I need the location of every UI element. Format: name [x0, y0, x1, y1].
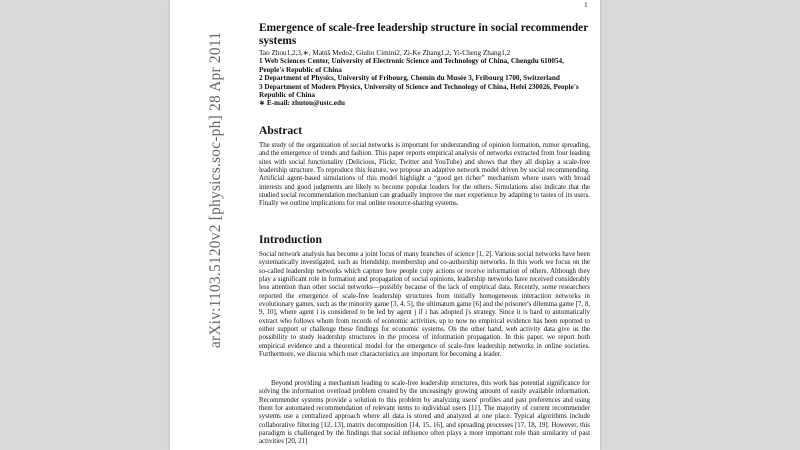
author-list: Tao Zhou1,2,3,∗, Matúš Medo2, Giulio Cimini2, Zi-Ke Zhang1,2, Yi-Cheng Zhang1,2: [259, 49, 511, 57]
introduction-heading: Introduction: [259, 233, 322, 246]
abstract-text: The study of the organization of social networks is important for understanding of opinion formation, rumor spreading, and the emergence of trends and fashion. This paper reports empirical analysis of networks extracted from four leading sites with social functionality (Delicious, Flickr, Twitter and YouTube) and shows that they all display a scale-free leadership structure. To reproduce this feature, we propose an adaptive network model driven by social recommending. Artificial agent-based simulations of this model highlight a “good get richer” mechanism where users with broad interests and good judgments are likely to become popular leaders for the others. Simulations also indicate that the studied social recommendation mechanism can gradually improve the user experience by adapting to tastes of its users. Finally we outline implications for real online resource-sharing systems.: [259, 142, 590, 208]
page-number: 1: [584, 0, 588, 9]
introduction-paragraph-2: Beyond providing a mechanism leading to scale-free leadership structures, this work has potential significance for solving the information overload problem created by the unceasingly growing amount of easily available information. Recommender systems provide a solution to this problem by analyzing users' profiles and past preferences and using them for automated recommendation of relevant items to individual users [11]. The majority of current recommender systems use a centralized approach where all data is stored and analyzed at one place. Typical algorithms include collaborative filtering [12, 13], matrix decomposition [14, 15, 16], and spreading processes [17, 18, 19]. However, this paradigm is challenged by the findings that social influence often plays a more important role than similarity of past activities [20, 21]: [259, 380, 590, 446]
corresponding-email[interactable]: ∗ E-mail: zhutou@ustc.edu: [259, 99, 345, 108]
affiliation-2: 2 Department of Physics, University of Fribourg, Chemin du Musée 3, Fribourg 1700, Switzerland: [259, 74, 560, 83]
introduction-paragraph-1: Social network analysis has become a joint focus of many branches of science [1, 2]. Various social networks have been systematically investigated, such as friendship, membership and co-authorship networks. In this work we focus on the so-called leadership networks which capture how people copy actions or receive information of others. Although they play a significant role in formation and propagation of social opinions, leadership networks have received considerably less attention than other social networks—possibly because of the lack of empirical data. Recently, some researchers reported the emergence of scale-free leadership structures from initially homogeneous interaction networks in evolutionary games, such as the minority game [3, 4, 5], the ultimatum game [6] and the prisoner's dilemma game [7, 8, 9, 10], where agent i is considered to be led by agent j if i has adopted j's strategy. Since it is hard to automatically extract who follows whom from records of economic activities, up to now no empirical evidence has been reported to either support or challenge these findings for economic systems. On the other hand, web activity data give us the possibility to study leadership structures in the process of information propagation. In this paper, we report both empirical evidence and a theoretical model for the emergence of scale-free leadership networks in online societies. Furthermore, we discuss which user characteristics are important for becoming a leader.: [259, 251, 590, 359]
arxiv-stamp[interactable]: [206, 31, 226, 349]
abstract-heading: Abstract: [259, 124, 303, 137]
affiliation-3: 3 Department of Modern Physics, University of Science and Technology of China, Hefei 230026, People's Republic of China: [259, 82, 579, 100]
affiliation-1: 1 Web Sciences Center, University of Electronic Science and Technology of China, Chengdu 610054, People's Republic of China: [259, 57, 564, 74]
arxiv-id[interactable]: arXiv:1103.5120v2 [physics.soc-ph] 28 Apr 2011: [207, 31, 225, 349]
paper-title: Emergence of scale-free leadership structure in social recommender systems: [259, 22, 589, 47]
header-block: [259, 22, 590, 108]
